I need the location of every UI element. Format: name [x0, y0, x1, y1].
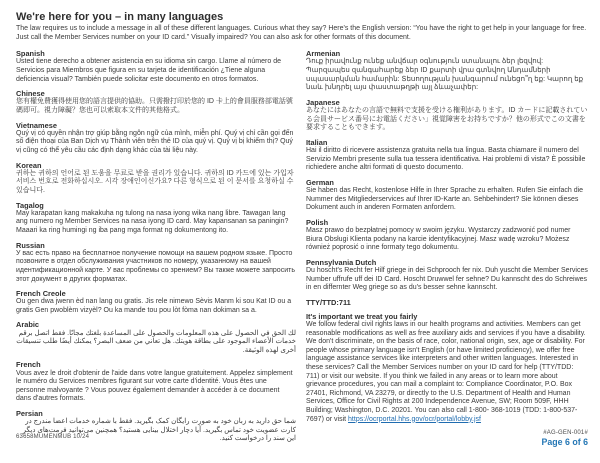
- section-heading: Japanese: [306, 97, 340, 107]
- section-heading: Polish: [306, 217, 329, 227]
- section-heading: TTY/TTD:711: [306, 297, 351, 307]
- section-body: Vous avez le droit d'obtenir de l'aide dans votre langue gratuitement. Appelez simplement le numéro du Services membres figurant sur votre carte d'identité. Vous êtes une personne malvoyante ? Vous pouvez également demander à accéder à ce document dans d'autres formats.: [16, 369, 293, 403]
- language-section-russian: [16, 241, 296, 285]
- left-column: [16, 49, 296, 449]
- language-section-it-s-important-we-treat-you-fairly: [306, 312, 588, 424]
- page-number: Page 6 of 6: [541, 437, 588, 447]
- document-code: 63658MUMENMUB 10/24: [16, 434, 90, 440]
- section-body: 您有權免費獲得使用您的語言提供的協助。只需撥打印於您的 ID 卡上的會員服務部電話號碼即可。視力障礙？您也可以索取本文件的其他格式。: [16, 98, 293, 114]
- section-body: Hai il diritto di ricevere assistenza gratuita nella tua lingua. Basta chiamare il numero del Servizio Membri presente sulla tua tessera identificativa. Hai problemi di vista? È possibile richiedere anche altri formati di questo documento.: [306, 146, 586, 172]
- section-body: 귀하는 귀하의 언어로 된 도움을 무료로 받을 권리가 있습니다. 귀하의 ID 카드에 있는 가입자 서비스 번호로 전화하십시오. 시각 장애인이신가요? 다른 형식으로 된 이 문서를 요청하실 수 있습니다.: [16, 169, 294, 194]
- section-heading: Tagalog: [16, 200, 44, 210]
- section-heading: Korean: [16, 160, 42, 170]
- section-heading: Armenian: [306, 49, 341, 59]
- language-section-vietnamese: [16, 121, 296, 156]
- section-body: شما حق دارید به زبان خود به صورت رایگان کمک بگیرید. فقط با شماره خدمات اعضا مندرج در کارت عضویت خود تماس بگیرید. آیا دچار اختلال بینایی هستید؟ همچنین می‌توانید فرمت‌های دیگر این سند را درخواست کنید.: [22, 418, 296, 443]
- section-heading: Chinese: [16, 89, 45, 99]
- form-code: #AG-GEN-001#: [543, 430, 588, 436]
- language-section-italian: [306, 138, 588, 173]
- language-section-arabic: [16, 320, 296, 355]
- section-body: Masz prawo do bezpłatnej pomocy w swoim języku. Wystarczy zadzwonić pod numer Biura Obsługi Klienta podany na karcie identyfikacyjnej. Masz wadę wzroku? Możesz również poprosić o inne formaty tego dokumentu.: [306, 226, 571, 252]
- language-section-tty-ttd-711: [306, 298, 588, 307]
- intro-paragraph: The law requires us to include a message in all of these different languages. Curious what they say? Here's the English version: “You have the right to get help in your language for free. Just call the Member Services number on your ID card.” Visually impaired? You can also ask for other formats of this document.: [16, 25, 587, 41]
- section-body: May karapatan kang makakuha ng tulong na nasa iyong wika nang libre. Tawagan lang ang numero ng Member Services na nasa iyong ID card. May kapansanan sa paningin? Maaari ka ring humingi ng iba pang mga format ng dokumentong ito.: [16, 209, 289, 234]
- section-heading: Vietnamese: [16, 120, 57, 130]
- language-section-pennsylvania-dutch: [306, 258, 588, 293]
- language-section-japanese: [306, 98, 588, 133]
- section-heading: French: [16, 360, 41, 370]
- section-body: لك الحق في الحصول على هذه المعلومات والحصول على المساعدة بلغتك مجانًا. فقط اتصل برقم خدمات الأعضاء الموجود على بطاقة هويتك. هل تعاني من ضعف البصر؟ يمكنك أيضًا طلب تنسيقات أخرى لهذه الوثيقة.: [16, 329, 296, 354]
- footer-right: [542, 430, 588, 447]
- language-section-armenian: [306, 49, 588, 93]
- section-body: Ou gen dwa jwenn èd nan lang ou gratis. Jis rele nimewo Sèvis Manm ki sou Kat ID ou a gratis Gen pwoblèm vizyèl? Ou ka mande tou pou lòt fòma nan dokiman sa a.: [16, 298, 292, 314]
- language-section-spanish: [16, 49, 296, 84]
- section-body: Usted tiene derecho a obtener asistencia en su idioma sin cargo. Llame al número de Servicios para Miembros que figura en su tarjeta de identificación ¿Tiene alguna deficiencia visual? También puede solicitar este documento en otros formatos.: [16, 58, 281, 83]
- section-body: У вас есть право на бесплатное получение помощи на вашем родном языке. Просто позвоните в отдел обслуживания участников по номеру, указанному на вашей идентификационной карте. У вас проблемы со зрением? Вы также можете запросить этот документ в других форматах.: [16, 249, 295, 283]
- section-heading: Italian: [306, 137, 328, 147]
- section-heading: Pennsylvania Dutch: [306, 257, 377, 267]
- language-section-french: [16, 360, 296, 404]
- section-body: We follow federal civil rights laws in our health programs and activities. Members can get reasonable modifications as well as free auxiliary aids and services if you have a disability. We don't discriminate, on the basis of race, color, national origin, sex, age or disability. For people whose primary language isn't English (or have limited proficiency), we offer free language assistance services like interpreters and other written languages. Interested in these services? Call the Member Services number on your ID card for help (TTY/TDD: 711) or visit our website. If you think we failed in any areas or to learn more about grievance procedures, you can mail a complaint to: Compliance Coordinator, P.O. Box 27401, Richmond, VA 23279, or directly to the U.S. Department of Health and Human Services, Office for Civil Rights at 200 Independence Avenue, SW; Room 509F, HHH Building; Washington, D.C. 20201. You can also call 1-800- 368-1019 (TDD: 1-800-537-7697) or visit https://ocrportal.hhs.gov/ocr/portal/lobby.jsf: [306, 321, 586, 423]
- section-heading: German: [306, 177, 334, 187]
- section-body: Du hoscht's Recht fer Hilf griege in dei Schprooch fer nix. Duh yuscht die Member Services Number uffrufe uff dei ID Card. Hoscht Druwwel fer sehne? Du kannscht des do Schreiwes in en differnter Weg griege so as du's besser sehne kannscht.: [306, 266, 588, 292]
- section-body: Sie haben das Recht, kostenlose Hilfe in Ihrer Sprache zu erhalten. Rufen Sie einfach die Nummer des Mitgliederservices auf Ihrer ID-Karte an. Sehbehindert? Sie können dieses Dokument auch in anderen Formaten anfordern.: [306, 186, 584, 212]
- section-heading: Russian: [16, 240, 45, 250]
- section-body: Դուք իրավունք ունեք անվճար օգնություն ստանալու ձեր լեզվով: Պարզապես զանգահարեք ձեր ID քարտի վրա գտնվող Անդամների սպասարկման համարին: Տեսողության խանգարում ունեցո՞ղ եք: Կարող եք նաև խնդրել այս փաստաթղթի այլ ձևաչափեր:: [306, 58, 584, 92]
- language-section-tagalog: [16, 201, 296, 236]
- section-heading: Spanish: [16, 49, 45, 59]
- section-heading: Persian: [16, 409, 43, 419]
- page-title: We're here for you – in many languages: [16, 11, 224, 23]
- language-section-french-creole: [16, 289, 296, 315]
- section-heading: It's important we treat you fairly: [306, 311, 418, 321]
- language-columns: [16, 49, 588, 449]
- section-heading: French Creole: [16, 289, 66, 299]
- language-section-polish: [306, 218, 588, 253]
- language-section-korean: [16, 161, 296, 196]
- ocr-portal-link[interactable]: https://ocrportal.hhs.gov/ocr/portal/lobby.jsf: [348, 415, 481, 423]
- right-column: [306, 49, 588, 449]
- language-section-chinese: [16, 89, 296, 115]
- language-section-german: [306, 178, 588, 213]
- section-body: あなたにはあなたの言語で無料で支援を受ける権利があります。ID カードに記載されている会員サービス番号にお電話ください」視覚障害をお持ちですか？他の形式でこの文書を要求することもできます。: [306, 106, 588, 132]
- section-body: Quý vị có quyền nhận trợ giúp bằng ngôn ngữ của mình, miễn phí. Quý vị chỉ cần gọi đến số điện thoại của Ban Dịch vụ Thành viên trên thẻ ID của quý vị. Quý vị bị khiếm thị? Quý vị cũng có thể yêu cầu các định dạng khác của tài liệu này.: [16, 129, 294, 154]
- section-heading: Arabic: [16, 320, 40, 330]
